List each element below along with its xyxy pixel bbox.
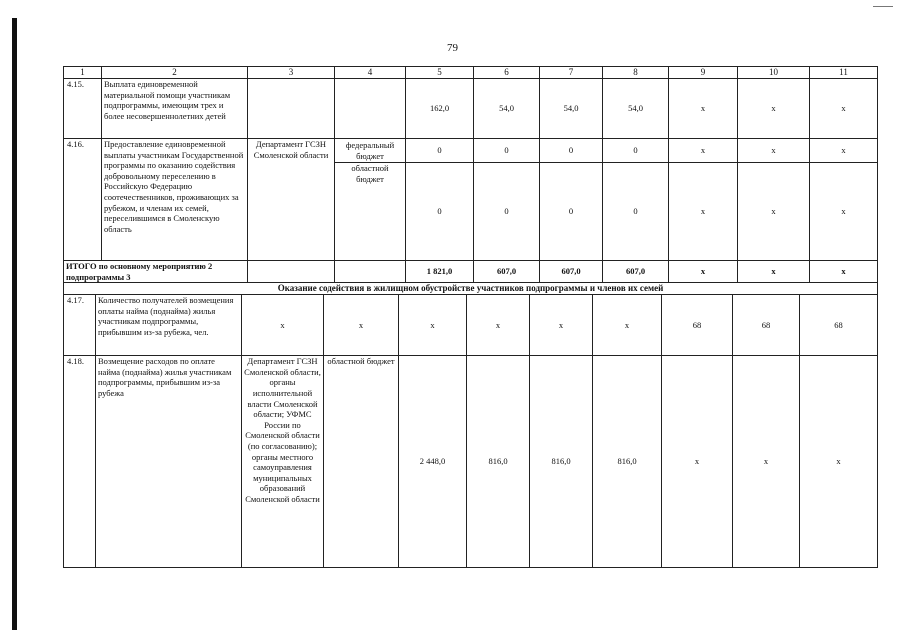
total-col-9: х: [669, 261, 738, 283]
header-cell-8: 8: [603, 67, 669, 79]
page-number: 79: [447, 42, 458, 54]
budget-table-upper: [63, 66, 878, 295]
value-col-5: 0: [406, 139, 474, 163]
value-col-8: 816,0: [593, 356, 662, 568]
value-col-10: х: [733, 356, 800, 568]
header-cell-7: 7: [540, 67, 603, 79]
table-row-4-18: [64, 356, 878, 568]
value-col-7: 0: [540, 139, 603, 163]
source-cell: [335, 261, 406, 283]
value-col-6: х: [467, 295, 530, 356]
row-number: 4.17.: [64, 295, 96, 356]
header-cell-9: 9: [669, 67, 738, 79]
measure-name: Выплата единовременной материальной помощи участникам подпрограммы, имеющим трех и более несовершеннолетних детей: [102, 79, 248, 139]
header-cell-6: 6: [474, 67, 540, 79]
total-label: ИТОГО по основному мероприятию 2 подпрограммы 3: [64, 261, 248, 283]
source-cell: [335, 79, 406, 139]
section-title: Оказание содействия в жилищном обустройстве участников подпрограммы и членов их семей: [64, 283, 878, 295]
measure-name: Предоставление единовременной выплаты участникам Государственной программы по оказанию содействия добровольному переселению в Российскую Федерацию соотечественников, проживающих за рубежом, и членам их семей, переселившимся в Смоленскую область: [102, 139, 248, 261]
value-col-9: 68: [662, 295, 733, 356]
value-col-7: 0: [540, 163, 603, 261]
value-col-9: х: [669, 163, 738, 261]
value-col-11: х: [810, 139, 878, 163]
value-col-5: 162,0: [406, 79, 474, 139]
header-cell-11: 11: [810, 67, 878, 79]
value-col-10: 68: [733, 295, 800, 356]
funding-source: федеральный бюджет: [335, 139, 406, 163]
table-row-4-15: [64, 79, 878, 139]
value-col-4: х: [324, 295, 399, 356]
value-col-10: х: [738, 139, 810, 163]
budget-table-lower: [63, 294, 878, 568]
value-col-6: 816,0: [467, 356, 530, 568]
header-cell-5: 5: [406, 67, 474, 79]
header-cell-1: 1: [64, 67, 102, 79]
table-row-4-16-federal: [64, 139, 878, 163]
value-col-7: 816,0: [530, 356, 593, 568]
total-col-10: х: [738, 261, 810, 283]
header-cell-10: 10: [738, 67, 810, 79]
funding-source: областной бюджет: [335, 163, 406, 261]
header-row: [64, 67, 878, 79]
total-col-7: 607,0: [540, 261, 603, 283]
executor-cell: [248, 261, 335, 283]
total-col-11: х: [810, 261, 878, 283]
header-cell-4: 4: [335, 67, 406, 79]
value-col-8: х: [593, 295, 662, 356]
value-col-5: 2 448,0: [399, 356, 467, 568]
total-row: [64, 261, 878, 283]
total-col-5: 1 821,0: [406, 261, 474, 283]
value-col-8: 54,0: [603, 79, 669, 139]
value-col-11: х: [810, 79, 878, 139]
value-col-5: х: [399, 295, 467, 356]
executor-cell: Департамент ГСЗН Смоленской области: [248, 139, 335, 261]
value-col-6: 54,0: [474, 79, 540, 139]
value-col-11: 68: [800, 295, 878, 356]
value-col-8: 0: [603, 139, 669, 163]
total-col-6: 607,0: [474, 261, 540, 283]
budget-table-wrapper: [63, 66, 878, 568]
row-number: 4.15.: [64, 79, 102, 139]
value-col-9: х: [669, 79, 738, 139]
executor-cell: [248, 79, 335, 139]
row-number: 4.16.: [64, 139, 102, 261]
header-cell-3: 3: [248, 67, 335, 79]
value-col-11: х: [800, 356, 878, 568]
value-col-7: 54,0: [540, 79, 603, 139]
value-col-9: х: [669, 139, 738, 163]
value-col-8: 0: [603, 163, 669, 261]
value-col-7: х: [530, 295, 593, 356]
table-row-4-17: [64, 295, 878, 356]
measure-name: Количество получателей возмещения оплаты найма (поднайма) жилья участникам подпрограммы, прибывшим из-за рубежа, чел.: [96, 295, 242, 356]
value-col-11: х: [810, 163, 878, 261]
header-cell-2: 2: [102, 67, 248, 79]
value-col-6: 0: [474, 139, 540, 163]
funding-source: областной бюджет: [324, 356, 399, 568]
value-col-10: х: [738, 79, 810, 139]
value-col-9: х: [662, 356, 733, 568]
total-col-8: 607,0: [603, 261, 669, 283]
executor-cell: Департамент ГСЗН Смоленской области, органы исполнительной власти Смоленской области; УФМС России по Смоленской области (по согласованию); органы местного самоуправления муниципальных образований Смоленской области: [242, 356, 324, 568]
value-col-6: 0: [474, 163, 540, 261]
value-col-3: х: [242, 295, 324, 356]
section-header-row: [64, 283, 878, 295]
measure-name: Возмещение расходов по оплате найма (поднайма) жилья участникам подпрограммы, прибывшим из-за рубежа: [96, 356, 242, 568]
value-col-5: 0: [406, 163, 474, 261]
row-number: 4.18.: [64, 356, 96, 568]
page-left-edge: [12, 18, 17, 630]
value-col-10: х: [738, 163, 810, 261]
page-corner-mark: [873, 6, 893, 7]
